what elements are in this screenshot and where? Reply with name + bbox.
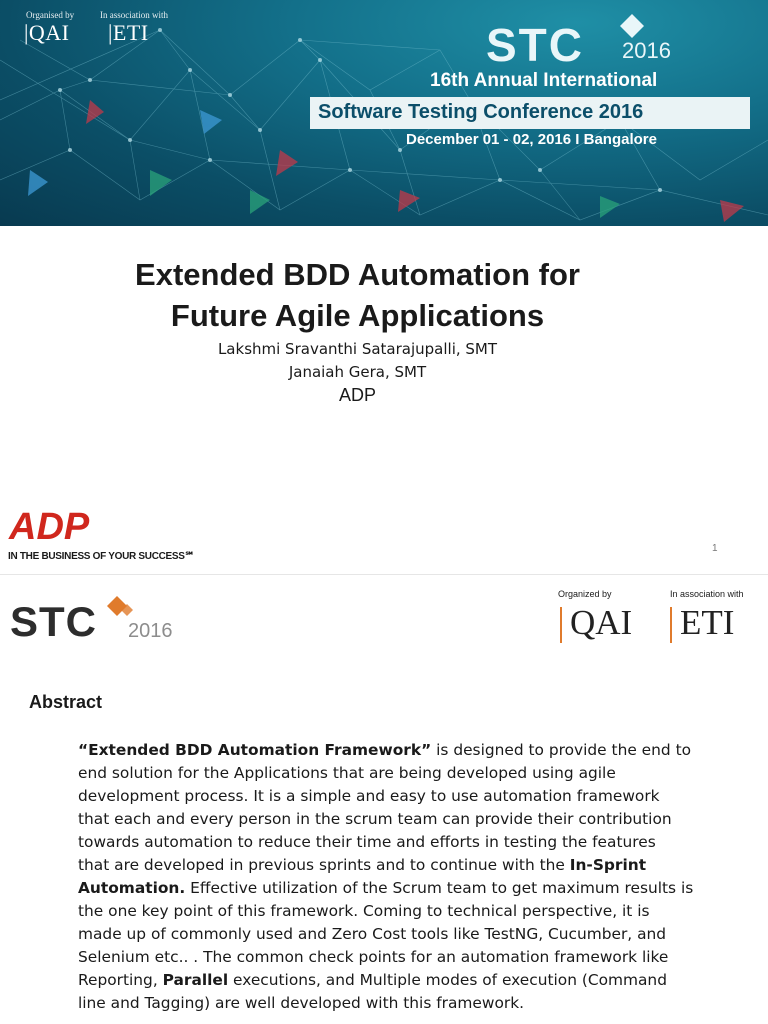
diamond-icon	[618, 12, 646, 40]
abstract-line	[78, 900, 698, 923]
abstract-bold-text: “Extended BDD Automation Framework”	[78, 741, 432, 759]
abstract-text: is designed to provide the end to	[431, 741, 692, 759]
abstract-line	[78, 877, 698, 900]
conference-name: Software Testing Conference 2016	[318, 101, 644, 123]
page-number: 1	[712, 543, 718, 554]
abstract-text: made up of commonly used and Zero Cost tools like TestNG, Cucumber, and	[78, 925, 667, 943]
abstract-bold-text: Parallel	[162, 971, 229, 989]
stc2-logo-year: 2016	[128, 620, 173, 642]
author-2: Janaiah Gera, SMT	[288, 363, 427, 381]
adp-tagline: IN THE BUSINESS OF YOUR SUCCESS℠	[8, 551, 195, 562]
conference-edition: 16th Annual International	[430, 70, 658, 91]
stc-logo-letters: STC	[486, 19, 584, 71]
author-1: Lakshmi Sravanthi Satarajupalli, SMT	[217, 340, 498, 358]
stc2-logo-letters: STC	[10, 598, 97, 645]
abstract-text: towards automation to reduce their time and efforts in testing the features	[78, 833, 656, 851]
organized-by-label: Organized by	[558, 589, 612, 599]
presentation-title-line2: Future Agile Applications	[170, 298, 545, 333]
in-association-label-2: In association with	[670, 589, 744, 599]
orange-divider-bar-2	[670, 607, 672, 643]
slide-divider	[0, 574, 768, 575]
presentation-title-line1: Extended BDD Automation for	[135, 257, 580, 292]
abstract-text: Selenium etc.. . The common check points for an automation framework like	[78, 948, 669, 966]
eti-logo-2: ETI	[680, 603, 735, 642]
abstract-text: executions, and Multiple modes of execution (Command	[228, 971, 667, 989]
abstract-line	[78, 923, 698, 946]
adp-logo-mark	[8, 505, 90, 548]
abstract-line	[78, 946, 698, 969]
abstract-text: line and Tagging) are well developed with this framework.	[78, 994, 525, 1012]
abstract-line	[78, 969, 698, 992]
abstract-line	[78, 739, 698, 762]
stc-logo-year: 2016	[622, 38, 671, 63]
eti-logo: |ETI	[108, 20, 149, 45]
abstract-line	[78, 831, 698, 854]
abstract-text: the one key point of this framework. Coming to technical perspective, it is	[78, 902, 650, 920]
abstract-text: that each and every person in the scrum team can provide their contribution	[78, 810, 672, 828]
abstract-line	[78, 808, 698, 831]
orange-divider-bar	[560, 607, 562, 643]
abstract-line	[78, 785, 698, 808]
abstract-bold-text: In-Sprint	[569, 856, 647, 874]
abstract-text: Effective utilization of the Scrum team to get maximum results is	[185, 879, 694, 897]
adp-logo	[8, 505, 90, 550]
company-name: ADP	[338, 385, 376, 405]
abstract-line	[78, 762, 698, 785]
abstract-body	[78, 739, 698, 1015]
abstract-bold-text: Automation.	[78, 879, 186, 897]
qai-logo-2: QAI	[570, 603, 633, 642]
conference-banner	[0, 0, 768, 226]
qai-logo: |QAI	[24, 20, 70, 45]
abstract-text: that are developed in previous sprints and to continue with the	[78, 856, 570, 874]
abstract-heading: Abstract	[29, 692, 103, 712]
adp-logo-text: ADP	[9, 506, 90, 548]
organised-by-label: Organised by	[26, 10, 75, 20]
conference-date-location: December 01 - 02, 2016 I Bangalore	[406, 131, 657, 148]
abstract-line	[78, 992, 698, 1015]
abstract-text: development process. It is a simple and easy to use automation framework	[78, 787, 660, 805]
in-association-label: In association with	[100, 10, 168, 20]
abstract-text: end solution for the Applications that are being developed using agile	[78, 764, 616, 782]
abstract-line	[78, 854, 698, 877]
abstract-text: Reporting,	[78, 971, 163, 989]
